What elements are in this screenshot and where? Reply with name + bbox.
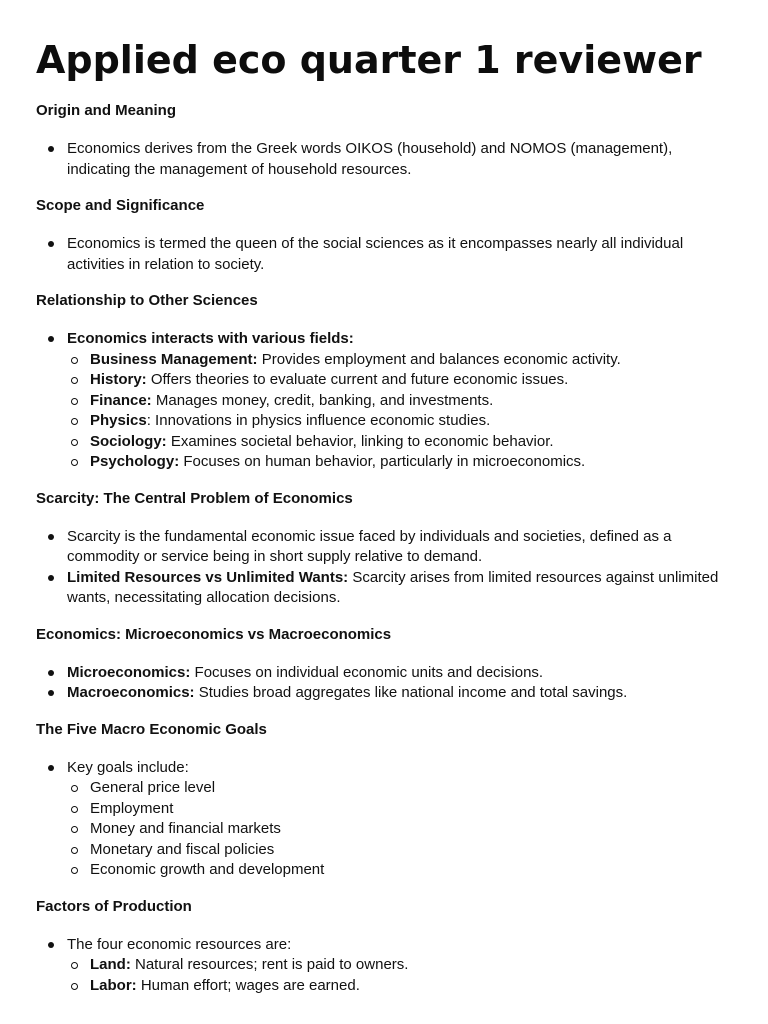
list-item: [36, 935, 736, 997]
item-bold-label: Macroeconomics:: [67, 684, 195, 701]
bullet-list: [36, 329, 736, 473]
list-item: [36, 139, 736, 180]
list-item: [36, 329, 736, 473]
item-bold-label: Sociology:: [90, 432, 167, 450]
item-bold-label: Finance:: [90, 391, 152, 409]
section-heading-relationship: Relationship to Other Sciences: [36, 292, 258, 309]
item-bold-label: Microeconomics:: [67, 663, 191, 681]
sub-list-item: [67, 370, 736, 391]
item-bold-label: Psychology:: [90, 453, 180, 470]
sub-list-item: [67, 432, 736, 453]
section-heading-macro-goals: The Five Macro Economic Goals: [36, 720, 267, 738]
item-bold-label: Economics interacts with various fields:: [67, 330, 354, 347]
document-page: [36, 36, 736, 1012]
bullet-list: [36, 663, 736, 704]
item-text: Natural resources; rent is paid to owners.: [130, 956, 409, 973]
item-text: Economics is termed the queen of the social sciences as it encompasses nearly all individual activities in relation to society.: [67, 235, 684, 273]
item-text: The four economic resources are:: [67, 935, 292, 953]
sub-list-item: [67, 840, 736, 861]
item-text: Manages money, credit, banking, and investments.: [151, 391, 494, 409]
item-bold-label: Business Management:: [90, 350, 258, 368]
sub-list-item: [67, 819, 736, 840]
sub-list-item: [67, 976, 736, 997]
item-bold-label: Physics: [90, 412, 147, 429]
list-item: [36, 758, 736, 881]
item-text: Employment: [90, 799, 174, 817]
item-text: Focuses on individual economic units and decisions.: [190, 663, 544, 681]
item-text: Economics derives from the Greek words OIKOS (household) and NOMOS (management), indicating the management of household resources.: [67, 140, 673, 178]
list-item: [36, 663, 736, 684]
item-text: Scarcity arises from limited resources against unlimited wants, necessitating allocation decisions.: [67, 568, 719, 606]
list-item: [36, 527, 736, 568]
item-bold-label: Labor:: [90, 976, 137, 994]
item-text: Provides employment and balances economic activity.: [257, 350, 621, 368]
sub-list-item: [67, 860, 736, 881]
item-text: Economic growth and development: [90, 861, 325, 878]
sub-list-item: [67, 411, 736, 432]
sub-list-item: [67, 778, 736, 799]
item-bold-label: Land:: [90, 956, 131, 973]
bullet-list: [36, 234, 736, 275]
sub-list: [67, 350, 736, 473]
sub-list-item: [67, 955, 736, 976]
item-text: Examines societal behavior, linking to economic behavior.: [166, 432, 554, 450]
sub-list-item: [67, 391, 736, 412]
bullet-list: [36, 527, 736, 609]
sub-list-item: [67, 799, 736, 820]
bullet-list: [36, 935, 736, 997]
item-bold-label: Limited Resources vs Unlimited Wants:: [67, 568, 349, 586]
item-text: Studies broad aggregates like national income and total savings.: [194, 684, 628, 701]
item-text: Money and financial markets: [90, 820, 281, 837]
bullet-list: [36, 758, 736, 881]
list-item: [36, 568, 736, 609]
item-text: Scarcity is the fundamental economic issue faced by individuals and societies, defined as a commodity or service being in short supply relative to demand.: [67, 527, 672, 565]
bullet-list: [36, 139, 736, 180]
list-item: [36, 234, 736, 275]
item-text: Offers theories to evaluate current and future economic issues.: [146, 371, 569, 388]
section-heading-micro-macro: Economics: Microeconomics vs Macroeconomics: [36, 625, 392, 643]
section-heading-origin: Origin and Meaning: [36, 102, 177, 119]
page-title: Applied eco quarter 1 reviewer: [36, 38, 702, 82]
item-bold-label: History:: [90, 371, 147, 388]
item-text: Focuses on human behavior, particularly in microeconomics.: [179, 453, 586, 470]
section-heading-scope: Scope and Significance: [36, 197, 205, 214]
item-text: Human effort; wages are earned.: [136, 976, 360, 994]
section-heading-factors: Factors of Production: [36, 897, 192, 915]
sub-list-item: [67, 350, 736, 371]
sub-list-item: [67, 452, 736, 473]
item-text: : Innovations in physics influence economic studies.: [146, 412, 491, 429]
item-text: Key goals include:: [67, 758, 189, 776]
section-heading-scarcity: Scarcity: The Central Problem of Economics: [36, 489, 353, 507]
sub-list: [67, 778, 736, 881]
item-text: General price level: [90, 779, 216, 796]
list-item: [36, 683, 736, 704]
item-text: Monetary and fiscal policies: [90, 840, 275, 858]
sub-list: [67, 955, 736, 996]
